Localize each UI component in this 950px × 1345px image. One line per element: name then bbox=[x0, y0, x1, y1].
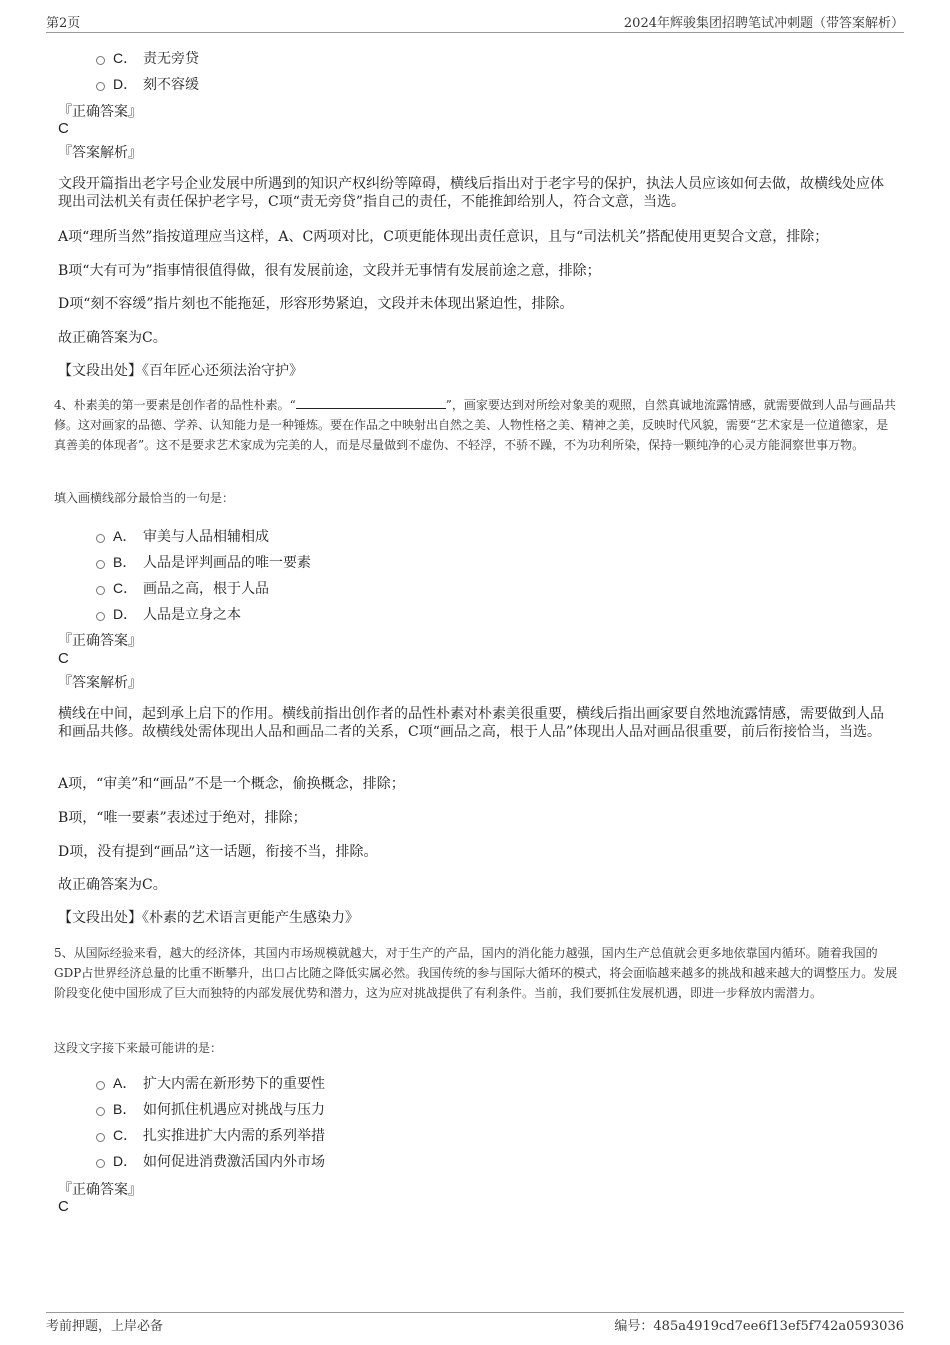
q4-analysis-paragraph: A项，“审美”和“画品”不是一个概念，偷换概念，排除； bbox=[58, 776, 405, 792]
option-letter: B． bbox=[113, 1101, 137, 1117]
q4-analysis-label: 『答案解析』 bbox=[58, 675, 142, 691]
q4-option-a[interactable] bbox=[96, 526, 269, 546]
option-text: 人品是评判画品的唯一要素 bbox=[143, 555, 311, 571]
q3-analysis-paragraph: 文段开篇指出老字号企业发展中所遇到的知识产权纠纷等障碍，横线后指出对于老字号的保护，执法人员应该如何去做，故横线处应体现出司法机关有责任保护老字号，C项“责无旁贷”指自己的责任，不能推卸给别人，符合文意，当选。 bbox=[58, 176, 884, 210]
radio-icon[interactable] bbox=[96, 1107, 105, 1116]
radio-icon[interactable] bbox=[96, 1133, 105, 1142]
q4-answer: C bbox=[58, 650, 69, 667]
radio-icon[interactable] bbox=[96, 1159, 105, 1168]
option-text: 如何促进消费激活国内外市场 bbox=[143, 1154, 325, 1170]
option-letter: A． bbox=[113, 1075, 137, 1091]
q4-prompt: 填入画横线部分最恰当的一句是： bbox=[54, 491, 235, 505]
q4-analysis-paragraph: 横线在中间，起到承上启下的作用。横线前指出创作者的品性朴素对朴素美很重要，横线后指出画家要自然地流露情感，需要做到人品和画品共修。故横线处需体现出人品和画品二者的关系，C项“画品之高，根于人品”体现出人品对画品很重要，前后衔接恰当，当选。 bbox=[58, 706, 884, 740]
radio-icon[interactable] bbox=[96, 612, 105, 621]
radio-icon[interactable] bbox=[96, 1081, 105, 1090]
document-title: 2024年辉骏集团招聘笔试冲刺题（带答案解析） bbox=[623, 16, 904, 31]
q5-option-b[interactable] bbox=[96, 1099, 325, 1119]
q4-option-b[interactable] bbox=[96, 552, 311, 572]
q4-stem-after: ”，画家要达到对所绘对象美的观照，自然真诚地流露情感，就需要做到人品与画品共修。这对画家的品德、学养、认知能力是一种锤炼。要在作品之中映射出自然之美、人物性格之美、精神之美，反映时代风貌，需要“艺术家是一位道德家，是真善美的体现者”。这不是要求艺术家成为完美的人，而是尽量做到不虚伪、不轻浮，不骄不躁，不为功利所染，保持一颗纯净的心灵方能洞察世事万物。 bbox=[54, 398, 896, 452]
option-text: 如何抓住机遇应对挑战与压力 bbox=[143, 1102, 325, 1118]
q4-stem-before: 4、朴素美的第一要素是创作者的品性朴素。“ bbox=[54, 398, 296, 412]
option-letter: D． bbox=[113, 606, 138, 622]
fill-blank bbox=[296, 396, 446, 409]
footer-slogan: 考前押题，上岸必备 bbox=[46, 1318, 164, 1334]
option-letter: C． bbox=[113, 580, 138, 596]
q5-answer: C bbox=[58, 1198, 69, 1215]
q4-option-c[interactable] bbox=[96, 578, 269, 598]
option-letter: D． bbox=[113, 1153, 138, 1169]
q4-analysis-conclusion: 故正确答案为C。 bbox=[58, 877, 167, 893]
q4-option-d[interactable] bbox=[96, 604, 241, 624]
option-letter: C． bbox=[113, 1127, 138, 1143]
q3-option-c[interactable] bbox=[96, 48, 199, 68]
q3-answer-label: 『正确答案』 bbox=[58, 104, 142, 120]
option-letter: A． bbox=[113, 528, 137, 544]
option-text: 人品是立身之本 bbox=[143, 607, 241, 623]
q3-analysis-paragraph: D项“刻不容缓”指片刻也不能拖延，形容形势紧迫，文段并未体现出紧迫性，排除。 bbox=[58, 296, 574, 312]
q3-analysis-paragraph: B项“大有可为”指事情很值得做，很有发展前途，文段并无事情有发展前途之意，排除； bbox=[58, 263, 601, 279]
radio-icon[interactable] bbox=[96, 534, 105, 543]
option-text: 责无旁贷 bbox=[143, 51, 199, 67]
page-header bbox=[46, 12, 904, 33]
q4-answer-label: 『正确答案』 bbox=[58, 633, 142, 649]
q5-prompt: 这段文字接下来最可能讲的是： bbox=[54, 1041, 223, 1055]
q3-analysis-label: 『答案解析』 bbox=[58, 145, 142, 161]
option-letter: C． bbox=[113, 50, 138, 66]
radio-icon[interactable] bbox=[96, 586, 105, 595]
q3-analysis-paragraph: A项“理所当然”指按道理应当这样，A、C两项对比，C项更能体现出责任意识，且与“司法机关”搭配使用更契合文意，排除； bbox=[58, 229, 829, 245]
q4-stem bbox=[54, 395, 898, 455]
page-number: 第2页 bbox=[46, 16, 81, 31]
radio-icon[interactable] bbox=[96, 56, 105, 65]
page-footer bbox=[46, 1312, 904, 1335]
q3-source: 【文段出处】《百年匠心还须法治守护》 bbox=[58, 363, 303, 379]
option-text: 审美与人品相辅相成 bbox=[143, 529, 269, 545]
option-letter: B． bbox=[113, 554, 137, 570]
radio-icon[interactable] bbox=[96, 560, 105, 569]
q5-option-a[interactable] bbox=[96, 1073, 325, 1093]
q4-source: 【文段出处】《朴素的艺术语言更能产生感染力》 bbox=[58, 910, 359, 926]
q5-option-d[interactable] bbox=[96, 1151, 325, 1171]
option-text: 扎实推进扩大内需的系列举措 bbox=[143, 1128, 325, 1144]
q5-answer-label: 『正确答案』 bbox=[58, 1182, 142, 1198]
q3-option-d[interactable] bbox=[96, 74, 199, 94]
option-text: 扩大内需在新形势下的重要性 bbox=[143, 1076, 325, 1092]
option-letter: D． bbox=[113, 76, 138, 92]
radio-icon[interactable] bbox=[96, 82, 105, 91]
q3-analysis-conclusion: 故正确答案为C。 bbox=[58, 330, 167, 346]
option-text: 画品之高，根于人品 bbox=[143, 581, 269, 597]
q4-analysis-paragraph: B项，“唯一要素”表述过于绝对，排除； bbox=[58, 810, 307, 826]
document-serial: 编号：485a4919cd7ee6f13ef5f742a0593036 bbox=[614, 1318, 904, 1334]
option-text: 刻不容缓 bbox=[143, 77, 199, 93]
q3-answer: C bbox=[58, 120, 69, 137]
q5-stem: 5、从国际经验来看，越大的经济体，其国内市场规模就越大，对于生产的产品，国内的消化能力越强，国内生产总值就会更多地依靠国内循环。随着我国的GDP占世界经济总量的比重不断攀升，出口占比随之降低实属必然。我国传统的参与国际大循环的模式，将会面临越来越多的挑战和越来越大的调整压力。发展阶段变化使中国形成了巨大而独特的内部发展优势和潜力，这为应对挑战提供了有利条件。当前，我们要抓住发展机遇，即进一步释放内需潜力。 bbox=[54, 946, 898, 1000]
q4-analysis-paragraph: D项，没有提到“画品”这一话题，衔接不当，排除。 bbox=[58, 844, 378, 860]
q5-option-c[interactable] bbox=[96, 1125, 325, 1145]
